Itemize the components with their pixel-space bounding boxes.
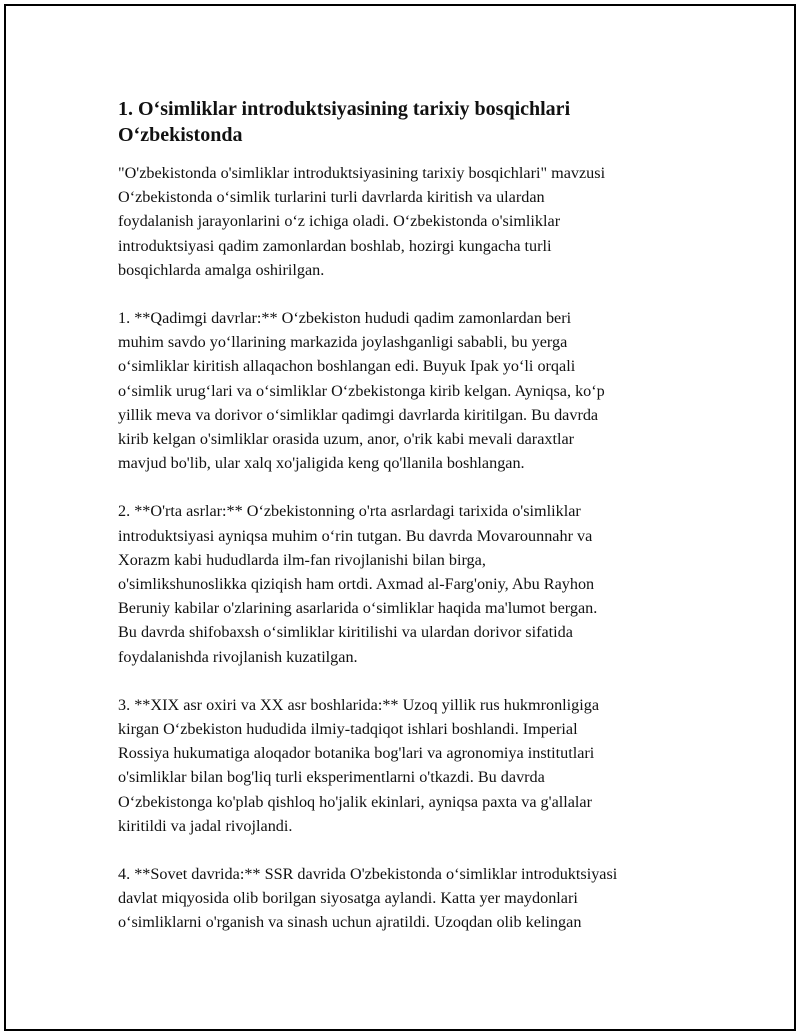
text-line: o‘simlik urug‘lari va o‘simliklar O‘zbekistonga kirib kelgan. Ayniqsa, ko‘p [118,381,605,400]
paragraph-soviet-period [118,862,708,935]
text-line: davlat miqyosida olib borilgan siyosatga aylandi. Katta yer maydonlari [118,889,578,908]
text-line: foydalanish jarayonlarini o‘z ichiga oladi. O‘zbekistonda o'simliklar [118,212,561,231]
text-line: introduktsiyasi qadim zamonlardan boshlab, hozirgi kungacha turli [118,236,552,255]
document-body [118,96,708,959]
text-line: "O'zbekistonda o'simliklar introduktsiyasining tarixiy bosqichlari" mavzusi [118,164,606,182]
text-line: Xorazm kabi hududlarda ilm-fan rivojlanishi bilan birga, [118,550,486,569]
text-line: 4. **Sovet davrida:** SSR davrida O'zbekistonda o‘simliklar introduktsiyasi [118,865,618,884]
text-line: 1. **Qadimgi davrlar:** O‘zbekiston hududi qadim zamonlardan beri [118,309,572,328]
text-line: o‘simliklarni o'rganish va sinash uchun ajratildi. Uzoqdan olib kelingan [118,913,582,932]
paragraph-intro [118,161,708,282]
text-line: 3. **XIX asr oxiri va XX asr boshlarida:** Uzoq yillik rus hukmronligiga [118,695,600,714]
text-line: o‘simliklar kiritish allaqachon boshlangan edi. Buyuk Ipak yo‘li orqali [118,357,576,376]
text-line: kiritildi va jadal rivojlandi. [118,816,293,835]
text-line: 2. **O'rta asrlar:** O‘zbekistonning o'rta asrlardagi tarixida o'simliklar [118,502,581,521]
text-line: kirgan O‘zbekiston hududida ilmiy-tadqiqot ishlari boshlandi. Imperial [118,720,578,739]
paragraph-middle-ages [118,499,708,668]
text-line: Bu davrda shifobaxsh o‘simliklar kiritilishi va ulardan dorivor sifatida [118,623,573,642]
text-line: mavjud bo'lib, ular xalq xo'jaligida keng qo'llanila boshlangan. [118,454,525,473]
text-line: Beruniy kabilar o'zlarining asarlarida o‘simliklar haqida ma'lumot bergan. [118,599,598,618]
text-line: bosqichlarda amalga oshirilgan. [118,260,325,279]
section-heading [118,96,708,148]
text-line: muhim savdo yo‘llarining markazida joylashganligi sababli, bu yerga [118,333,568,352]
paragraph-19th-20th-century [118,693,708,838]
text-line: yillik meva va dorivor o‘simliklar qadimgi davrlarda kiritilgan. Bu davrda [118,405,599,424]
heading-line: 1. O‘simliklar introduktsiyasining tarixiy bosqichlari [118,98,571,120]
paragraph-ancient-period [118,306,708,475]
text-line: introduktsiyasi ayniqsa muhim o‘rin tutgan. Bu davrda Movarounnahr va [118,526,593,545]
text-line: O‘zbekistonga ko'plab qishloq ho'jalik ekinlari, ayniqsa paxta va g'allalar [118,792,593,811]
text-line: O‘zbekistonda o‘simlik turlarini turli davrlarda kiritish va ulardan [118,188,545,207]
text-line: Rossiya hukumatiga aloqador botanika bog'lari va agronomiya institutlari [118,744,595,763]
text-line: foydalanishda rivojlanish kuzatilgan. [118,647,358,666]
text-line: kirib kelgan o'simliklar orasida uzum, anor, o'rik kabi mevali daraxtlar [118,430,575,449]
heading-line: O‘zbekistonda [118,124,243,146]
text-line: o'simlikshunoslikka qiziqish ham ortdi. Axmad al-Farg'oniy, Abu Rayhon [118,575,595,594]
text-line: o'simliklar bilan bog'liq turli eksperimentlarni o'tkazdi. Bu davrda [118,768,545,787]
